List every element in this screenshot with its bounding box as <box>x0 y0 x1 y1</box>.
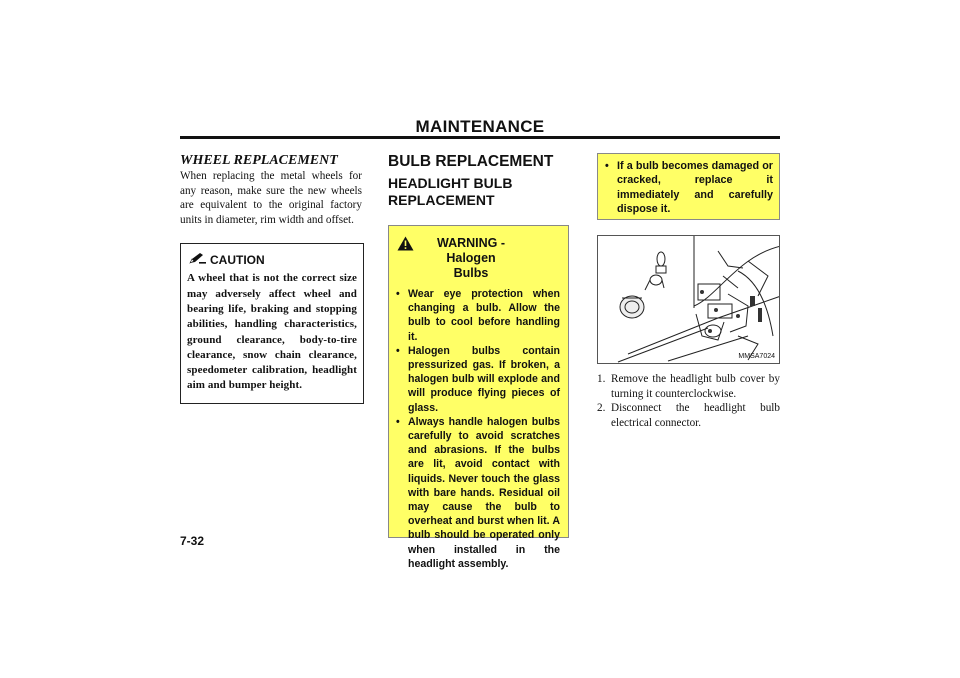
list-item: • Wear eye protection when changing a bulb. Allow the bulb to cool before handling it. <box>396 288 560 343</box>
step-text: Disconnect the headlight bulb electrical connector. <box>611 402 780 429</box>
pencil-icon <box>189 252 207 267</box>
caution-title: CAUTION <box>210 252 265 267</box>
warning-title-line1: WARNING - Halogen <box>436 236 506 265</box>
warning-title-line2: Bulbs <box>453 266 489 280</box>
warning-title <box>416 236 526 281</box>
wheel-replacement-text: When replacing the metal wheels for any reason, make sure the new wheels are equivalent to the original factory units in diameter, rim width and offset. <box>180 170 362 226</box>
tip-box <box>597 153 780 220</box>
tip-text: If a bulb becomes damaged or cracked, replace it immediately and carefully dispose it. <box>617 160 773 216</box>
wheel-replacement-title: WHEEL REPLACEMENT <box>180 153 338 168</box>
warning-triangle-icon <box>397 236 414 255</box>
warning-bullets <box>389 287 568 571</box>
bulb-replacement-title: BULB REPLACEMENT <box>388 153 554 170</box>
page-header: MAINTENANCE <box>415 117 545 136</box>
warning-header <box>389 236 568 281</box>
bulb-replacement-column <box>388 153 571 570</box>
list-item: • Halogen bulbs contain pressurized gas. If broken, a halogen bulb will explode and will produce flying pieces of glass. <box>396 344 560 414</box>
bullet-text: Halogen bulbs contain pressurized gas. If broken, a halogen bulb will explode and will produce flying pieces of glass. <box>408 344 560 414</box>
figure-caption: MMSA7024 <box>738 353 775 360</box>
list-item <box>597 401 780 430</box>
procedure-steps <box>597 372 780 430</box>
wheel-replacement-column <box>180 153 362 404</box>
step-number: 2. <box>597 402 606 415</box>
tip-bullets <box>605 159 773 217</box>
step-number: 1. <box>597 373 606 385</box>
list-item: • If a bulb becomes damaged or cracked, replace it immediately and carefully dispose it. <box>605 160 773 216</box>
procedure-column <box>597 153 780 430</box>
warning-box <box>388 225 569 570</box>
page-number: 7-32 <box>180 534 205 548</box>
headlight-bulb-subtitle: HEADLIGHT BULB REPLACEMENT <box>388 175 513 208</box>
bullet-text: Wear eye protection when changing a bulb. Allow the bulb to cool before handling it. <box>408 288 560 343</box>
caution-header <box>189 252 357 267</box>
bullet-text: Always handle halogen bulbs carefully to avoid scratches and abrasions. If the bulbs are lit, avoid contact with liquids. Never touch the glass with bare hands. Residual oil may cause the bulb to overheat and burst when lit. A bulb should be operated only when installed in the headlight assembly. <box>408 415 560 570</box>
list-item: • Always handle halogen bulbs carefully to avoid scratches and abrasions. If the bulbs are lit, avoid contact with liquids. Never touch the glass with bare hands. Residual oil may cause the bulb to overheat and burst when lit. A bulb should be operated only when installed in the headlight assembly. <box>396 415 560 570</box>
headlight-illustration <box>598 236 780 364</box>
header-rule <box>180 136 780 139</box>
caution-text: A wheel that is not the correct size may adversely affect wheel and bearing life, braking and stopping abilities, handling characteristics, ground clearance, body-to-tire clearance, snow chain clearance, speedometer calibration, headlight aim and bumper height. <box>187 272 357 392</box>
list-item <box>597 372 780 401</box>
headlight-figure <box>597 235 780 364</box>
step-text: Remove the headlight bulb cover by turning it counterclockwise. <box>611 373 780 400</box>
caution-box <box>180 243 364 403</box>
